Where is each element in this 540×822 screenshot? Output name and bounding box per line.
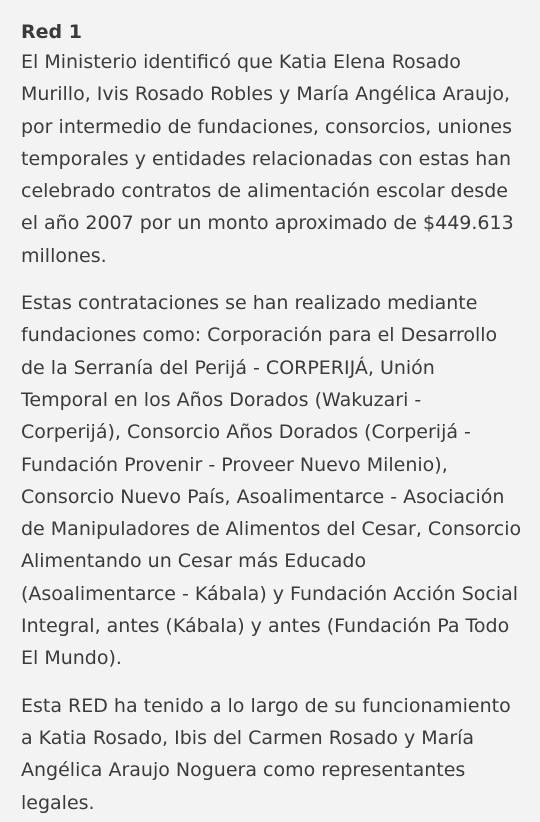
section-heading: Red 1	[21, 21, 82, 43]
paragraph-3: Esta RED ha tenido a lo largo de su funcionamiento a Katia Rosado, Ibis del Carmen Rosado y María Angélica Araujo Noguera como representantes legales.	[21, 694, 511, 814]
paragraph-2: Estas contrataciones se han realizado mediante fundaciones como: Corporación para el Desarrollo de la Serranía del Perijá - CORPERIJÁ, Unión Temporal en los Años Dorados (Wakuzari - Corperijá), Consorcio Años Dorados (Corperijá - Fundación Provenir - Proveer Nuevo Milenio), Consorcio Nuevo País, Asoalimentarce - Asociación de Manipuladores de Alimentos del Cesar, Consorcio Alimentando un Cesar más Educado (Asoalimentarce - Kábala) y Fundación Acción Social Integral, antes (Kábala) y antes (Fundación Pa Todo El Mundo).	[21, 292, 522, 670]
paragraph-1: El Ministerio identificó que Katia Elena Rosado Murillo, Ivis Rosado Robles y María Angélica Araujo, por intermedio de fundaciones, consorcios, uniones temporales y entidades relacionadas con estas han celebrado contratos de alimentación escolar desde el año 2007 por un monto aproximado de $449.613 millones.	[21, 51, 514, 267]
